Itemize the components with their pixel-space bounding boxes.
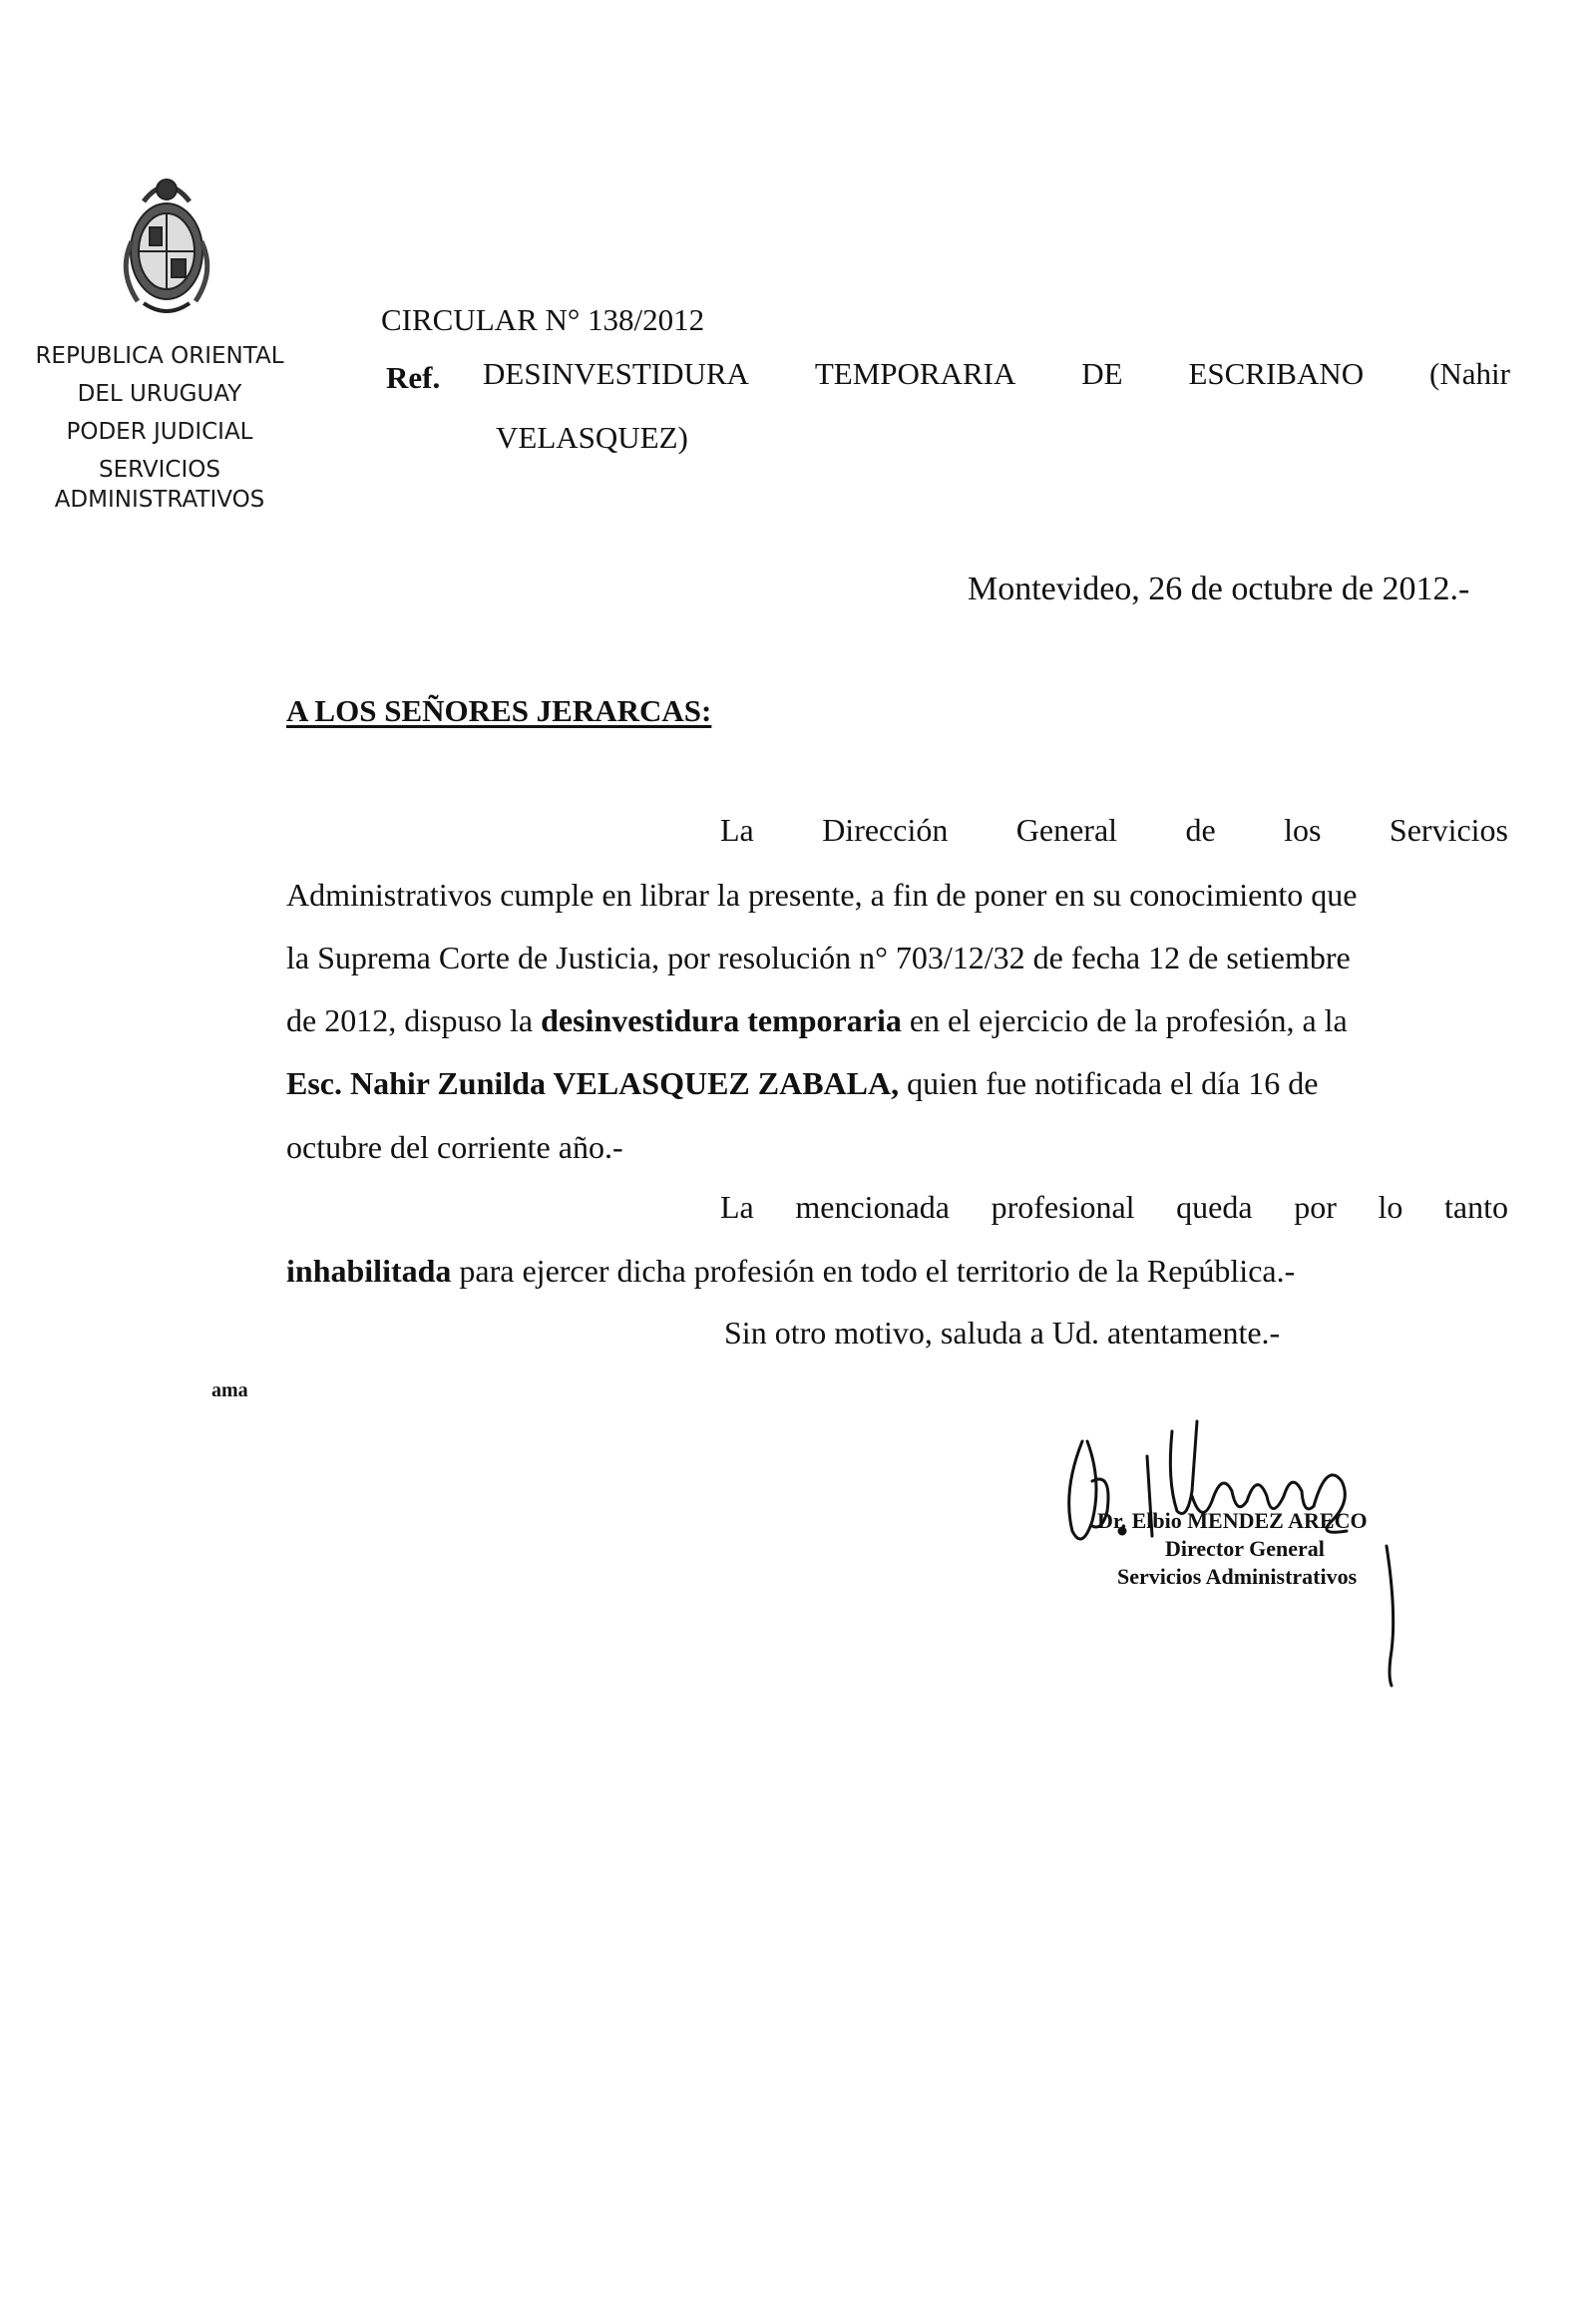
signatory-office: Servicios Administrativos [1117, 1564, 1358, 1589]
body-emphasis: desinvestidura temporaria [541, 1002, 902, 1038]
ref-word: DESINVESTIDURA [483, 356, 749, 391]
notary-name: Esc. Nahir Zunilda VELASQUEZ ZABALA, [286, 1065, 900, 1101]
body-line [286, 1063, 1318, 1103]
body-word: por [1294, 1189, 1337, 1225]
signatory-name: Dr. Elbio MENDEZ ARECO [1097, 1508, 1368, 1533]
body-emphasis: inhabilitada [286, 1253, 452, 1289]
body-line: octubre del corriente año.- [286, 1129, 623, 1165]
salutation: A LOS SEÑORES JERARCAS: [286, 693, 712, 728]
body-line [286, 1000, 1348, 1040]
body-word: profesional [991, 1189, 1135, 1225]
body-line [720, 810, 1508, 850]
body-text: en el ejercicio de la profesión, a la [901, 1002, 1348, 1038]
body-word: General [1015, 812, 1118, 848]
typist-initials: ama [211, 1379, 248, 1401]
ref-word: ESCRIBANO [1188, 356, 1365, 391]
signatory-title: Director General [1165, 1536, 1325, 1561]
coat-of-arms-logo [114, 172, 219, 321]
body-line [286, 1251, 1295, 1291]
body-word: tanto [1444, 1189, 1508, 1225]
document-date: Montevideo, 26 de octubre de 2012.- [968, 571, 1470, 607]
body-word: La [720, 1189, 754, 1225]
letterhead-line: REPUBLICA ORIENTAL [35, 343, 284, 369]
letterhead-line: SERVICIOS [99, 457, 220, 483]
body-line [720, 1187, 1508, 1227]
body-text: de 2012, dispuso la [286, 1002, 542, 1038]
body-word: Servicios [1389, 812, 1508, 848]
body-word: Dirección [822, 812, 949, 848]
body-line: Administrativos cumple en librar la presente, a fin de poner en su conocimiento que [286, 877, 1358, 913]
closing-line: Sin otro motivo, saluda a Ud. atentamente.- [724, 1315, 1281, 1350]
body-word: de [1185, 812, 1216, 848]
ref-subject-continuation: VELASQUEZ) [496, 420, 688, 455]
body-word: queda [1176, 1189, 1253, 1225]
ref-word: DE [1081, 356, 1123, 391]
body-text: para ejercer dicha profesión en todo el territorio de la República.- [451, 1253, 1296, 1289]
ref-label: Ref. [386, 360, 441, 395]
circular-number: CIRCULAR N° 138/2012 [381, 302, 705, 337]
letterhead-line: ADMINISTRATIVOS [54, 487, 265, 513]
ref-subject-line [483, 355, 1510, 393]
body-word: mencionada [795, 1189, 950, 1225]
ref-word: TEMPORARIA [814, 356, 1016, 391]
body-word: lo [1378, 1189, 1403, 1225]
letterhead-line: DEL URUGUAY [77, 381, 242, 407]
body-line: la Suprema Corte de Justicia, por resolución n° 703/12/32 de fecha 12 de setiembre [286, 940, 1351, 975]
body-word: los [1284, 812, 1322, 848]
body-text: quien fue notificada el día 16 de [899, 1065, 1319, 1101]
letterhead-line: PODER JUDICIAL [66, 419, 253, 445]
ref-word: (Nahir [1429, 356, 1510, 391]
body-word: La [720, 812, 754, 848]
